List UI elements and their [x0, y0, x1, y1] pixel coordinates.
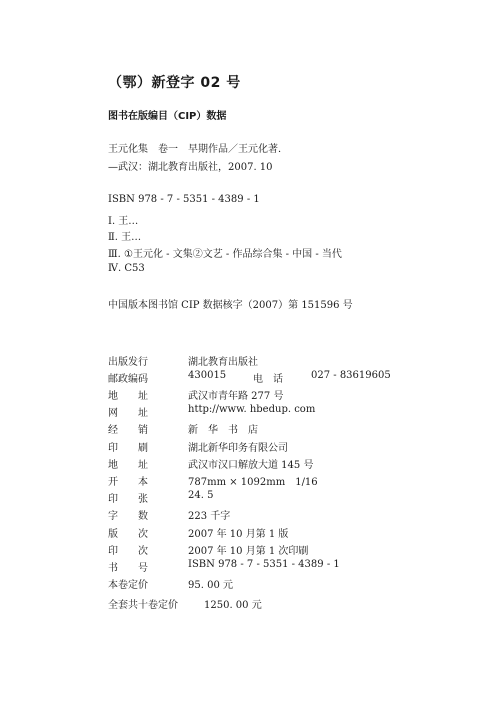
pub-value: ISBN 978 - 7 - 5351 - 4389 - 1: [188, 559, 340, 570]
telephone-label: 电话: [253, 374, 293, 385]
pub-label: 字 数: [108, 511, 148, 522]
pub-label: 网 址: [108, 408, 148, 419]
pub-label: 版 次: [108, 529, 148, 540]
set-price: [108, 596, 262, 611]
cip-title: 图书在版编目（CIP）数据: [108, 111, 227, 122]
volume-price: [108, 576, 233, 591]
cip-line-index-4: Ⅳ. C53: [108, 263, 145, 274]
cip-line-index-1: Ⅰ. 王…: [108, 216, 139, 227]
pub-value: 24. 5: [188, 490, 214, 501]
pub-label: 印 刷: [108, 443, 148, 454]
cip-line-isbn: ISBN 978 - 7 - 5351 - 4389 - 1: [108, 194, 260, 205]
pub-value: 新 华 书 店: [188, 425, 258, 436]
cip-line-publisher: —武汉：湖北教育出版社，2007. 10: [108, 162, 273, 173]
pub-value: 223 千字: [188, 511, 231, 522]
cip-line-title: 王元化集 卷一 早期作品／王元化著．: [108, 144, 288, 155]
pub-label: 书 号: [108, 563, 148, 574]
pub-value: 787mm × 1092mm 1/16: [188, 477, 318, 488]
pub-label: 地 址: [108, 460, 148, 471]
set-price-label: 全套共十卷定价: [108, 600, 178, 611]
pub-value: 武汉市汉口解放大道 145 号: [188, 460, 314, 471]
telephone-value: 027 - 83619605: [311, 370, 391, 381]
pub-label: 经 销: [108, 425, 148, 436]
cip-record-number: 中国版本图书馆 CIP 数据核字（2007）第 151596 号: [108, 300, 353, 311]
pub-value: 2007 年 10 月第 1 版: [188, 529, 289, 540]
registration-number: （鄂）新登字 02 号: [108, 75, 241, 91]
pub-value: 湖北教育出版社: [188, 357, 258, 368]
cip-line-index-3: Ⅲ. ①王元化 - 文集②文艺 - 作品综合集 - 中国 - 当代: [108, 249, 342, 260]
pub-label: 印 张: [108, 494, 148, 505]
cip-line-index-2: Ⅱ. 王…: [108, 232, 142, 243]
pub-label: 出版发行: [108, 357, 148, 368]
pub-value: 2007 年 10 月第 1 次印刷: [188, 546, 309, 557]
pub-value: 湖北新华印务有限公司: [188, 443, 288, 454]
pub-value: 武汉市青年路 277 号: [188, 391, 284, 402]
pub-label: 地 址: [108, 391, 148, 402]
volume-price-label: 本卷定价: [108, 580, 148, 591]
pub-label: 邮政编码: [108, 374, 148, 385]
pub-value: http://www. hbedup. com: [188, 404, 316, 415]
pub-label: 开 本: [108, 477, 148, 488]
pub-value: 430015: [188, 370, 227, 381]
volume-price-value: 95. 00 元: [188, 580, 233, 591]
set-price-value: 1250. 00 元: [204, 600, 262, 611]
pub-label: 印 次: [108, 546, 148, 557]
